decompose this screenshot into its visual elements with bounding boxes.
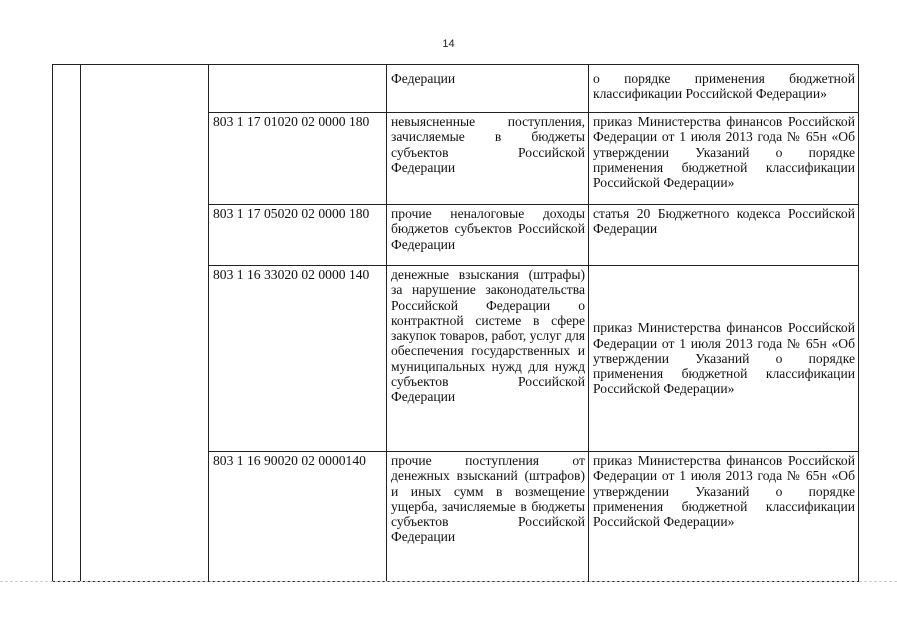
legal-basis-cell: статья 20 Бюджетного кодекса Российской Федерации <box>589 205 859 266</box>
legal-basis-cell: приказ Министерства финансов Российской Федерации от 1 июля 2013 года № 65н «Об утверждении Указаний о порядке применения бюджетной классификации Российской Федерации» <box>589 113 859 205</box>
revenue-name-cell: невыясненные поступления, зачисляемые в бюджеты субъектов Российской Федерации <box>387 113 589 205</box>
budget-code-cell: 803 1 17 05020 02 0000 180 <box>209 205 387 266</box>
legal-basis-cell: приказ Министерства финансов Российской Федерации от 1 июля 2013 года № 65н «Об утверждении Указаний о порядке применения бюджетной классификации Российской Федерации» <box>589 452 859 582</box>
administrator-name-cell <box>81 65 209 582</box>
legal-basis-cell: о порядке применения бюджетной классификации Российской Федерации» <box>589 65 859 113</box>
budget-code-cell <box>209 65 387 113</box>
revenue-name-cell: прочие поступления от денежных взысканий (штрафов) и иных сумм в возмещение ущерба, зачисляемые в бюджеты субъектов Российской Федерации <box>387 452 589 582</box>
revenue-name-cell: денежные взыскания (штрафы) за нарушение законодательства Российской Федерации о контрактной системе в сфере закупок товаров, работ, услуг для обеспечения государственных и муниципальных нужд для нужд субъектов Российской Федерации <box>387 266 589 452</box>
budget-code-cell: 803 1 16 90020 02 0000140 <box>209 452 387 582</box>
budget-code-cell: 803 1 17 01020 02 0000 180 <box>209 113 387 205</box>
revenue-name-cell: Федерации <box>387 65 589 113</box>
column-number-cell <box>53 65 81 582</box>
page-number: 14 <box>442 38 455 50</box>
budget-code-cell: 803 1 16 33020 02 0000 140 <box>209 266 387 452</box>
revenue-name-cell: прочие неналоговые доходы бюджетов субъектов Российской Федерации <box>387 205 589 266</box>
revenue-classification-table <box>52 64 859 582</box>
scan-edge-line <box>0 581 897 582</box>
table-row <box>53 65 859 113</box>
legal-basis-cell: приказ Министерства финансов Российской Федерации от 1 июля 2013 года № 65н «Об утверждении Указаний о порядке применения бюджетной классификации Российской Федерации» <box>589 266 859 452</box>
